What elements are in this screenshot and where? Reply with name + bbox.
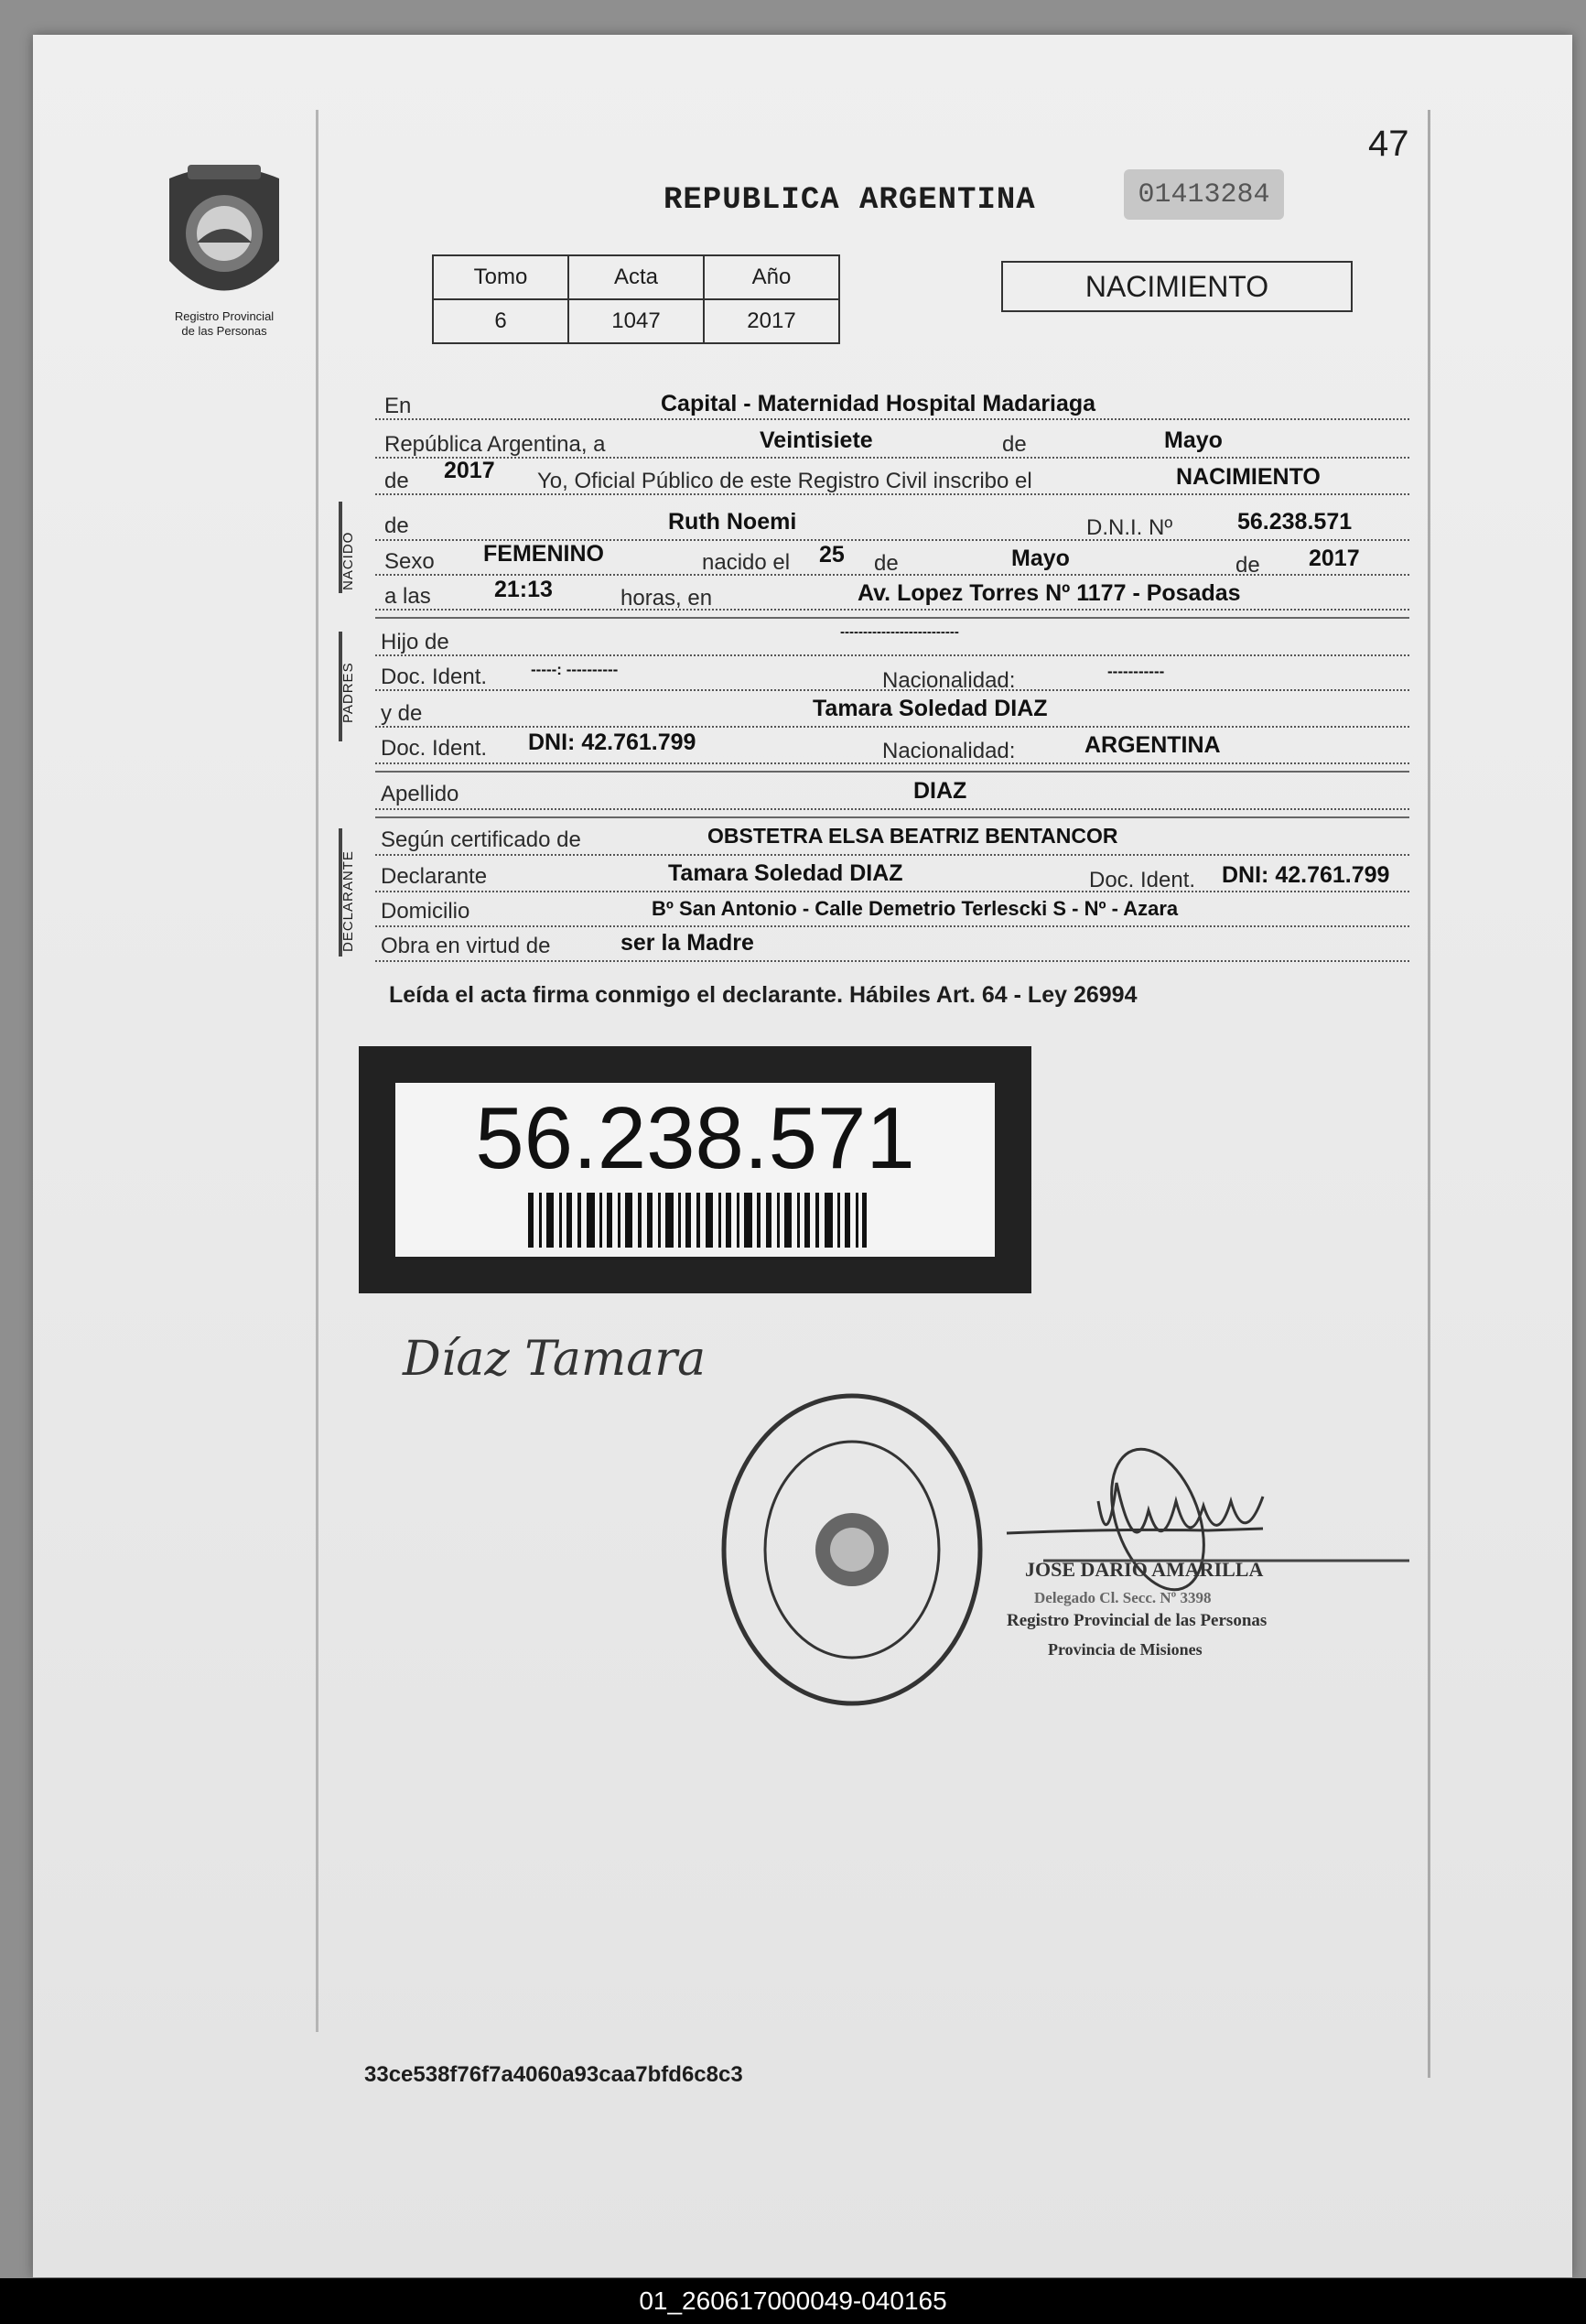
- value-dni: 56.238.571: [1237, 509, 1353, 535]
- label-de-anio: de: [384, 469, 409, 493]
- form-line: [375, 417, 1409, 420]
- side-label-nacido: NACIDO: [340, 531, 356, 590]
- ref-value-anio: 2017: [704, 299, 839, 343]
- signer-org: Registro Provincial de las Personas: [1007, 1611, 1268, 1630]
- value-dia-texto: Veintisiete: [760, 427, 873, 453]
- label-de-nombre: de: [384, 513, 409, 538]
- closing-statement: Leída el acta firma conmigo el declarante. Hábiles Art. 64 - Ley 26994: [389, 982, 1138, 1008]
- value-nacionalidad-padre: -----------: [1107, 663, 1165, 680]
- value-direccion-nac: Av. Lopez Torres Nº 1177 - Posadas: [858, 580, 1241, 606]
- label-declarante: Declarante: [381, 864, 488, 889]
- ref-header-tomo: Tomo: [433, 255, 568, 299]
- value-declarante: Tamara Soledad DIAZ: [668, 860, 903, 886]
- ref-header-anio: Año: [704, 255, 839, 299]
- label-segun: Según certificado de: [381, 827, 581, 852]
- section-rule: [375, 771, 1409, 773]
- label-a-las: a las: [384, 584, 431, 609]
- declarant-signature: Díaz Tamara: [403, 1332, 707, 1387]
- value-lugar: Capital - Maternidad Hospital Madariaga: [661, 391, 1096, 416]
- form-line: [375, 807, 1409, 810]
- provincial-coat-of-arms-logo: [156, 160, 293, 320]
- value-doc-ident-padre: -----: ----------: [531, 661, 619, 678]
- signer-name: JOSE DARIO AMARILLA: [1025, 1558, 1264, 1581]
- label-doc-ident-3: Doc. Ident.: [1089, 868, 1196, 892]
- value-doc-ident-madre: DNI: 42.761.799: [528, 730, 696, 755]
- label-nacido-el: nacido el: [702, 550, 791, 575]
- ref-value-tomo: 6: [433, 299, 568, 343]
- form-line: [375, 725, 1409, 728]
- label-de-dia: de: [874, 551, 899, 576]
- section-rule: [375, 816, 1409, 818]
- signer-role: Delegado Cl. Secc. Nº 3398: [1034, 1589, 1212, 1606]
- label-doc-ident-2: Doc. Ident.: [381, 736, 488, 761]
- label-nacionalidad-1: Nacionalidad:: [882, 668, 1016, 693]
- value-doc-declarante: DNI: 42.761.799: [1222, 862, 1390, 888]
- barcode-number: 56.238.571: [475, 1089, 915, 1187]
- paper-edge: [316, 110, 318, 2032]
- label-de-anio2: de: [1235, 553, 1260, 578]
- form-line: [375, 924, 1409, 927]
- value-domicilio: Bº San Antonio - Calle Demetrio Terlescki S - Nº - Azara: [652, 897, 1179, 920]
- value-mes-nac: Mayo: [1011, 546, 1070, 571]
- label-en: En: [384, 394, 412, 418]
- value-mes: Mayo: [1164, 427, 1223, 453]
- barcode-sticker: [359, 1046, 1031, 1293]
- side-label-padres: PADRES: [340, 662, 356, 723]
- value-madre: Tamara Soledad DIAZ: [813, 696, 1048, 721]
- form-line: [375, 853, 1409, 856]
- label-horas-en: horas, en: [620, 586, 713, 611]
- logo-caption: [137, 309, 311, 339]
- value-anio-nac: 2017: [1309, 546, 1360, 571]
- logo-caption-line1: Registro Provincial: [174, 309, 275, 323]
- document-title: REPUBLICA ARGENTINA: [664, 183, 1036, 218]
- label-apellido: Apellido: [381, 782, 459, 806]
- label-sexo: Sexo: [384, 549, 435, 574]
- barcode-icon: [528, 1193, 867, 1248]
- label-oficial: Yo, Oficial Público de este Registro Civil inscribo el: [537, 469, 1032, 493]
- label-obra: Obra en virtud de: [381, 934, 551, 958]
- form-line: [375, 608, 1409, 611]
- official-seal-icon: [717, 1389, 987, 1710]
- logo-caption-line2: de las Personas: [181, 324, 267, 338]
- barcode-label: [395, 1083, 995, 1257]
- serial-number-stamp: 01413284: [1124, 169, 1284, 220]
- document-hash: 33ce538f76f7a4060a93caa7bfd6c8c3: [364, 2062, 743, 2087]
- label-doc-ident-1: Doc. Ident.: [381, 665, 488, 689]
- value-sexo: FEMENINO: [483, 541, 604, 567]
- form-line: [375, 890, 1409, 892]
- image-caption-bar: 01_260617000049-040165: [0, 2278, 1586, 2324]
- value-tipo: NACIMIENTO: [1176, 464, 1321, 490]
- act-type-box: NACIMIENTO: [1001, 261, 1353, 312]
- value-anio: 2017: [444, 458, 495, 483]
- ref-value-acta: 1047: [568, 299, 704, 343]
- reference-table: [432, 254, 840, 344]
- signer-province: Provincia de Misiones: [1048, 1640, 1203, 1659]
- ref-header-acta: Acta: [568, 255, 704, 299]
- form-line: [375, 654, 1409, 656]
- value-obra: ser la Madre: [620, 930, 754, 956]
- label-nacionalidad-2: Nacionalidad:: [882, 739, 1016, 763]
- page-number: 47: [1368, 124, 1409, 164]
- value-apellido: DIAZ: [913, 778, 967, 804]
- label-domicilio: Domicilio: [381, 899, 470, 924]
- side-label-declarante: DECLARANTE: [340, 850, 356, 952]
- value-hora: 21:13: [494, 577, 553, 602]
- section-rule: [375, 617, 1409, 619]
- label-y-de: y de: [381, 701, 423, 726]
- value-certificado: OBSTETRA ELSA BEATRIZ BENTANCOR: [707, 824, 1118, 848]
- label-republica: República Argentina, a: [384, 432, 606, 457]
- label-hijo-de: Hijo de: [381, 630, 449, 654]
- value-nombre: Ruth Noemi: [668, 509, 797, 535]
- value-nacionalidad-madre: ARGENTINA: [1084, 732, 1221, 758]
- value-dia-nac: 25: [819, 542, 845, 567]
- paper-edge: [1428, 110, 1430, 2078]
- value-hijo-de: --------------------------: [840, 624, 959, 640]
- label-de-mes: de: [1002, 432, 1027, 457]
- form-line: [375, 959, 1409, 962]
- label-dni: D.N.I. Nº: [1086, 515, 1173, 540]
